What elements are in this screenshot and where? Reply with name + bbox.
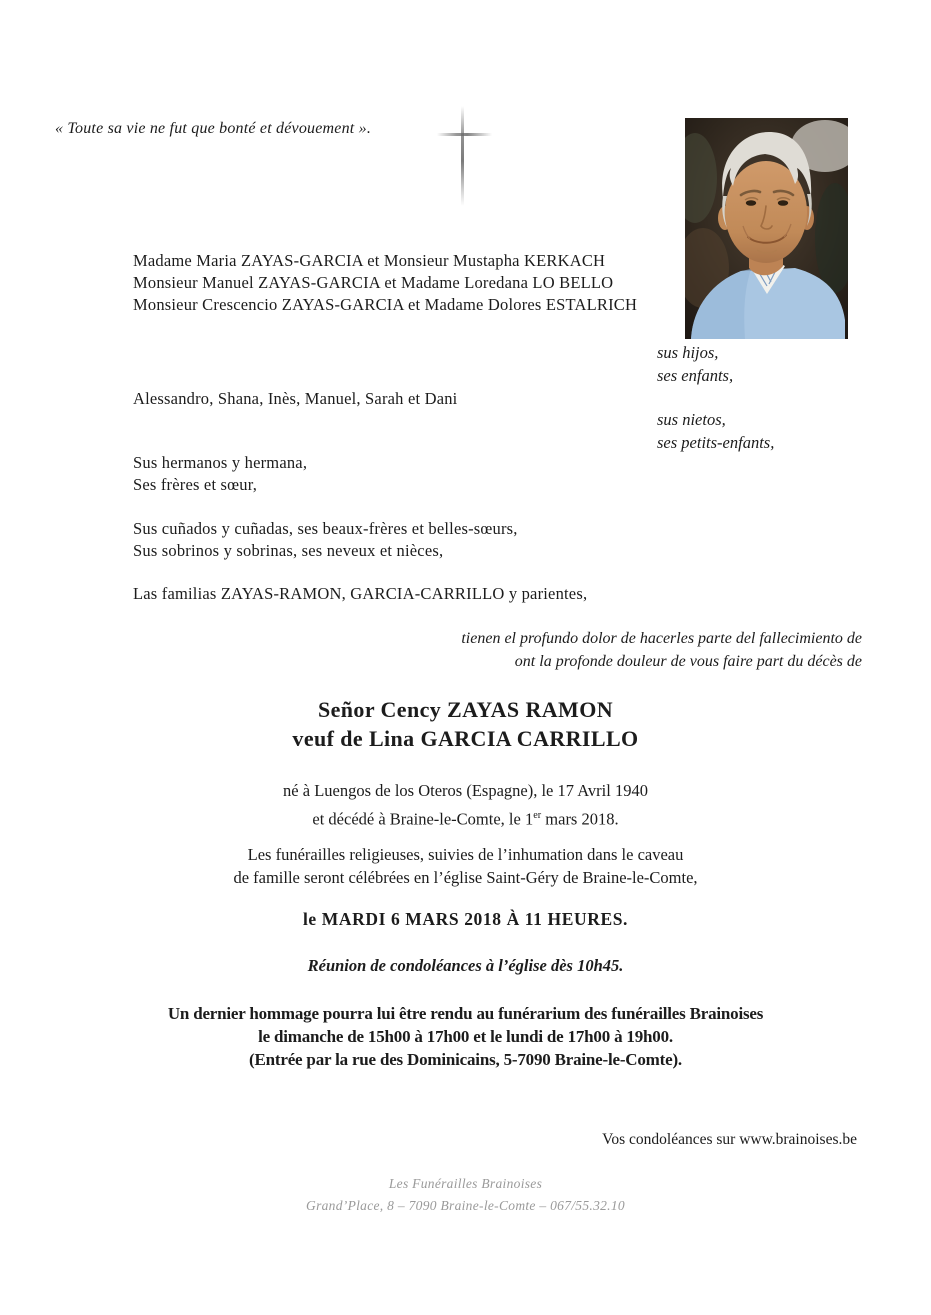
children-line: Monsieur Crescencio ZAYAS-GARCIA et Madame Dolores ESTALRICH [133, 295, 638, 315]
condolence-gathering: Réunion de condoléances à l’église dès 10h45. [307, 956, 624, 975]
epigraph-quote: « Toute sa vie ne fut que bonté et dévouement ». [55, 120, 372, 137]
funeral-line: de famille seront célébrées en l’église Saint-Géry de Braine-le-Comte, [233, 868, 698, 887]
deceased-name-block [0, 696, 931, 753]
ordinal-superscript: er [533, 810, 542, 821]
cross-horizontal-bar [437, 133, 492, 136]
ceremony-date: le MARDI 6 MARS 2018 À 11 HEURES. [302, 909, 629, 929]
online-condolences: Vos condoléances sur www.brainoises.be [602, 1131, 857, 1148]
children-line: Monsieur Manuel ZAYAS-GARCIA et Madame Loredana LO BELLO [133, 273, 614, 293]
deceased-relation: veuf de Lina GARCIA CARRILLO [292, 725, 639, 751]
inlaws-lines [133, 518, 518, 562]
children-relation-label [657, 342, 733, 387]
children-names [133, 250, 637, 317]
relation-label-es: sus nietos, [657, 410, 726, 429]
siblings-line-fr: Ses frères et sœur, [133, 475, 258, 495]
funeral-home-name: Les Funérailles Brainoises [388, 1176, 543, 1191]
last-tribute-block [0, 1002, 931, 1071]
portrait-photo [685, 118, 848, 339]
inlaws-line: Sus sobrinos y sobrinas, ses neveux et nièces, [133, 541, 444, 561]
tribute-line: le dimanche de 15h00 à 17h00 et le lundi de 17h00 à 19h00. [258, 1027, 673, 1046]
birth-line: né à Luengos de los Oteros (Espagne), le 17 Avril 1940 [283, 781, 648, 800]
deceased-name: Señor Cency ZAYAS RAMON [317, 697, 614, 722]
announcement-line-es: tienen el profundo dolor de hacerles parte del fallecimiento de [461, 630, 862, 647]
relation-label-es: sus hijos, [657, 343, 719, 362]
tribute-line: Un dernier hommage pourra lui être rendu au funérarium des funérailles Brainoises [167, 1004, 764, 1023]
grandchildren-relation-label [657, 409, 774, 454]
relation-label-fr: ses enfants, [657, 365, 734, 385]
announcement-line-fr: ont la profonde douleur de vous faire part du décès de [514, 652, 862, 670]
siblings-lines [133, 452, 307, 496]
birth-death-block [0, 778, 931, 832]
grandchildren-names: Alessandro, Shana, Inès, Manuel, Sarah et Dani [133, 389, 458, 408]
relation-label-fr: ses petits-enfants, [657, 432, 775, 452]
announcement-bilingual [461, 628, 862, 673]
children-line: Madame Maria ZAYAS-GARCIA et Monsieur Mustapha KERKACH [133, 251, 606, 270]
families-line: Las familias ZAYAS-RAMON, GARCIA-CARRILLO y parientes, [133, 584, 588, 603]
funeral-home-footer [0, 1173, 931, 1217]
inlaws-line: Sus cuñados y cuñadas, ses beaux-frères et belles-sœurs, [133, 519, 518, 538]
siblings-line-es: Sus hermanos y hermana, [133, 453, 308, 472]
death-line: et décédé à Braine-le-Comte, le 1er mars 2018. [312, 809, 619, 829]
funeral-home-address: Grand’Place, 8 – 7090 Braine-le-Comte – 067/55.32.10 [306, 1198, 625, 1213]
tribute-line: (Entrée par la rue des Dominicains, 5-7090 Braine-le-Comte). [249, 1050, 682, 1069]
funeral-line: Les funérailles religieuses, suivies de l’inhumation dans le caveau [247, 845, 684, 864]
funeral-details [0, 843, 931, 889]
cross-vertical-bar [461, 106, 464, 206]
